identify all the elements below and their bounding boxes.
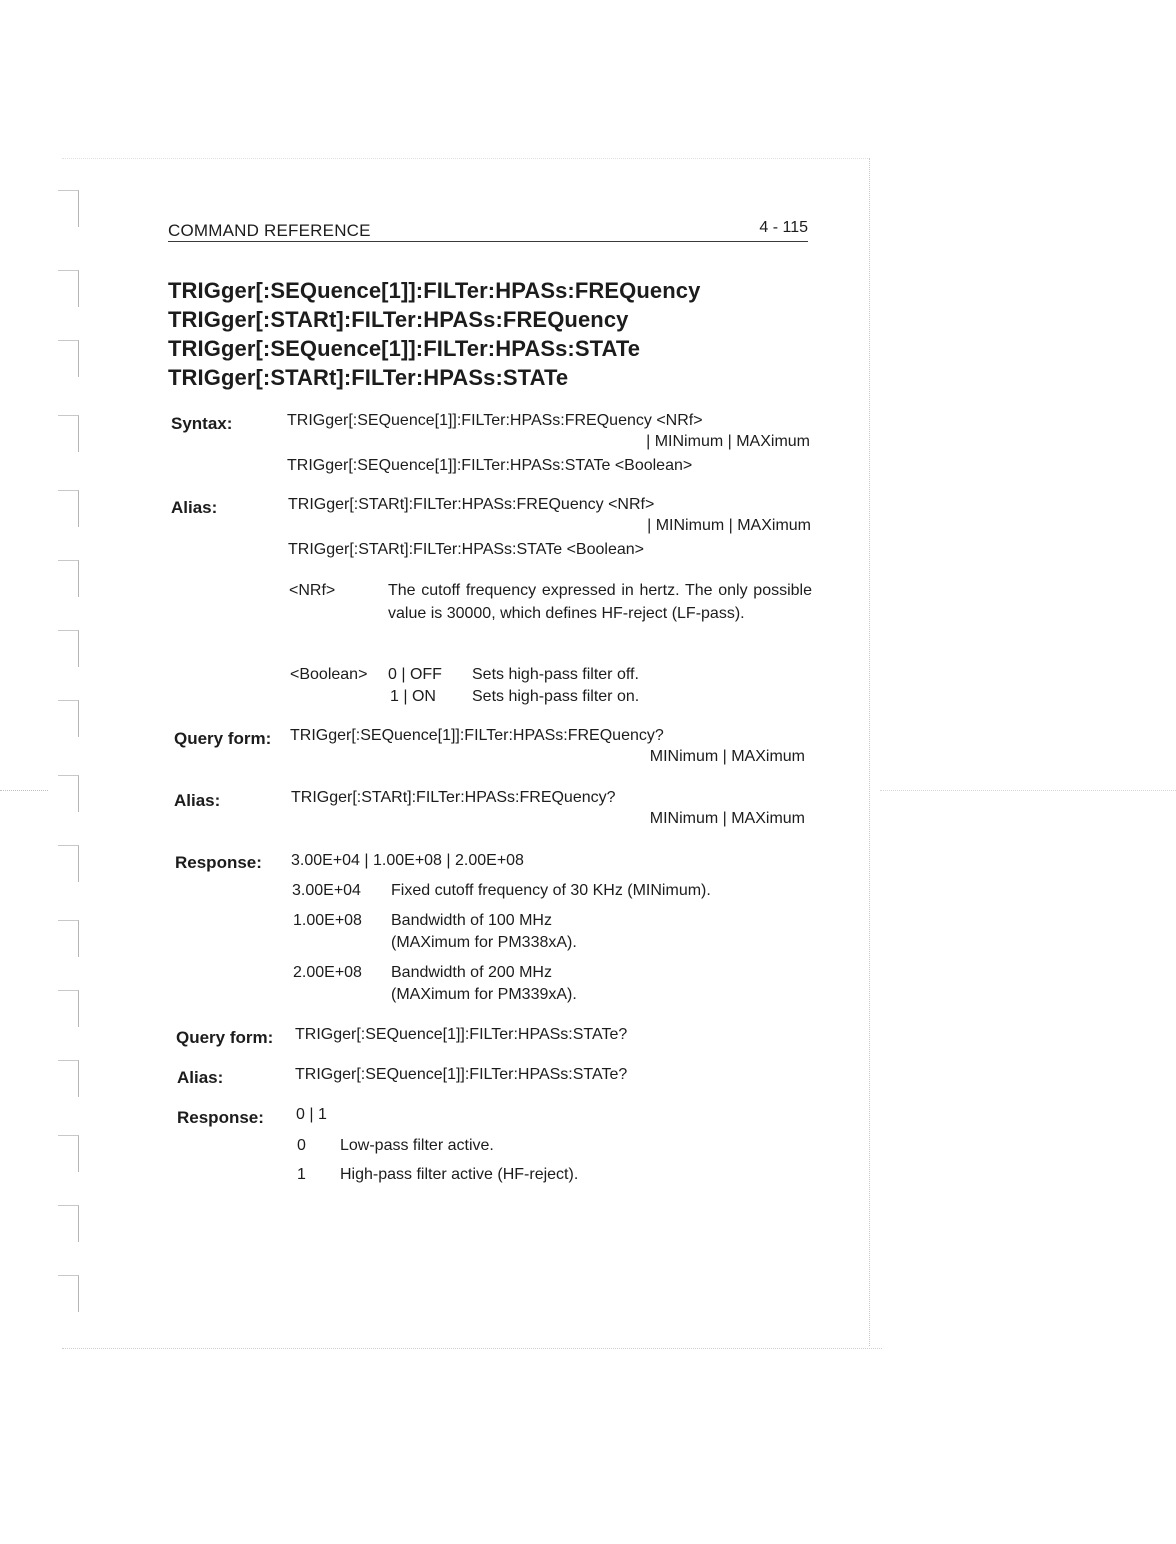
response-2-row-value: 1 xyxy=(297,1166,306,1183)
boolean-option-off: 0 | OFF xyxy=(388,666,442,683)
response-1-row-value: 3.00E+04 xyxy=(292,882,361,899)
scan-edge-bottom xyxy=(62,1348,882,1349)
boolean-option-on-desc: Sets high-pass filter on. xyxy=(472,688,640,705)
response-2-row-desc: Low-pass filter active. xyxy=(340,1137,494,1154)
response-2-row-value: 0 xyxy=(297,1137,306,1154)
syntax-line-1-cont: | MINimum | MAXimum xyxy=(646,433,810,450)
syntax-label: Syntax: xyxy=(171,414,233,433)
boolean-option-off-desc: Sets high-pass filter off. xyxy=(472,666,639,683)
boolean-term: <Boolean> xyxy=(290,666,368,683)
response-label-1: Response: xyxy=(175,853,262,872)
scan-edge-right xyxy=(869,158,870,1346)
query-form-label-1: Query form: xyxy=(174,729,272,748)
query-1-line-1: TRIGger[:SEQuence[1]]:FILTer:HPASs:FREQuency? xyxy=(290,727,664,744)
command-heading-2: TRIGger[:STARt]:FILTer:HPASs:FREQuency xyxy=(168,307,629,332)
scan-edge-top xyxy=(62,158,870,159)
query-form-label-2: Query form: xyxy=(176,1028,274,1047)
nrf-description: The cutoff frequency expressed in hertz. The only possible value is 30000, which defines HF-reject (LF-pass). xyxy=(388,582,812,622)
response-1-row-desc: Bandwidth of 100 MHz xyxy=(391,912,552,929)
response-2-values: 0 | 1 xyxy=(296,1106,327,1123)
query-1-line-1-cont: MINimum | MAXimum xyxy=(649,748,805,765)
boolean-option-on: 1 | ON xyxy=(390,688,436,705)
alias-label-2: Alias: xyxy=(174,791,221,810)
response-2-row-desc: High-pass filter active (HF-reject). xyxy=(340,1166,579,1183)
scan-fold-line-right xyxy=(880,790,1176,791)
response-1-row-desc-2: (MAXimum for PM339xA). xyxy=(391,986,577,1003)
scan-fold-line-left xyxy=(0,790,48,791)
section-title: COMMAND REFERENCE xyxy=(168,221,371,240)
alias-3-line-1: TRIGger[:SEQuence[1]]:FILTer:HPASs:STATe? xyxy=(295,1066,628,1083)
command-heading-4: TRIGger[:STARt]:FILTer:HPASs:STATe xyxy=(168,365,569,390)
response-1-row-desc-2: (MAXimum for PM338xA). xyxy=(391,934,577,951)
response-1-values: 3.00E+04 | 1.00E+08 | 2.00E+08 xyxy=(291,852,524,869)
page-header xyxy=(168,219,808,242)
response-1-row-value: 1.00E+08 xyxy=(293,912,362,929)
alias-1-line-2: TRIGger[:STARt]:FILTer:HPASs:STATe <Boolean> xyxy=(288,541,644,558)
query-2-line-1: TRIGger[:SEQuence[1]]:FILTer:HPASs:STATe? xyxy=(295,1026,628,1043)
alias-1-line-1: TRIGger[:STARt]:FILTer:HPASs:FREQuency <NRf> xyxy=(288,496,655,513)
alias-2-line-1: TRIGger[:STARt]:FILTer:HPASs:FREQuency? xyxy=(291,789,616,806)
nrf-term: <NRf> xyxy=(289,582,336,599)
alias-label-1: Alias: xyxy=(171,498,218,517)
syntax-line-1: TRIGger[:SEQuence[1]]:FILTer:HPASs:FREQuency <NRf> xyxy=(287,412,703,429)
response-1-row-desc: Bandwidth of 200 MHz xyxy=(391,964,552,981)
alias-2-line-1-cont: MINimum | MAXimum xyxy=(649,810,805,827)
response-label-2: Response: xyxy=(177,1108,264,1127)
command-heading-1: TRIGger[:SEQuence[1]]:FILTer:HPASs:FREQuency xyxy=(168,278,701,303)
alias-label-3: Alias: xyxy=(177,1068,224,1087)
response-1-row-desc: Fixed cutoff frequency of 30 KHz (MINimum). xyxy=(391,882,711,899)
page-number: 4 - 115 xyxy=(759,219,808,236)
binding-marks xyxy=(58,190,88,1320)
syntax-line-2: TRIGger[:SEQuence[1]]:FILTer:HPASs:STATe <Boolean> xyxy=(287,457,693,474)
command-heading-3: TRIGger[:SEQuence[1]]:FILTer:HPASs:STATe xyxy=(168,336,641,361)
response-1-row-value: 2.00E+08 xyxy=(293,964,362,981)
alias-1-line-1-cont: | MINimum | MAXimum xyxy=(647,517,811,534)
